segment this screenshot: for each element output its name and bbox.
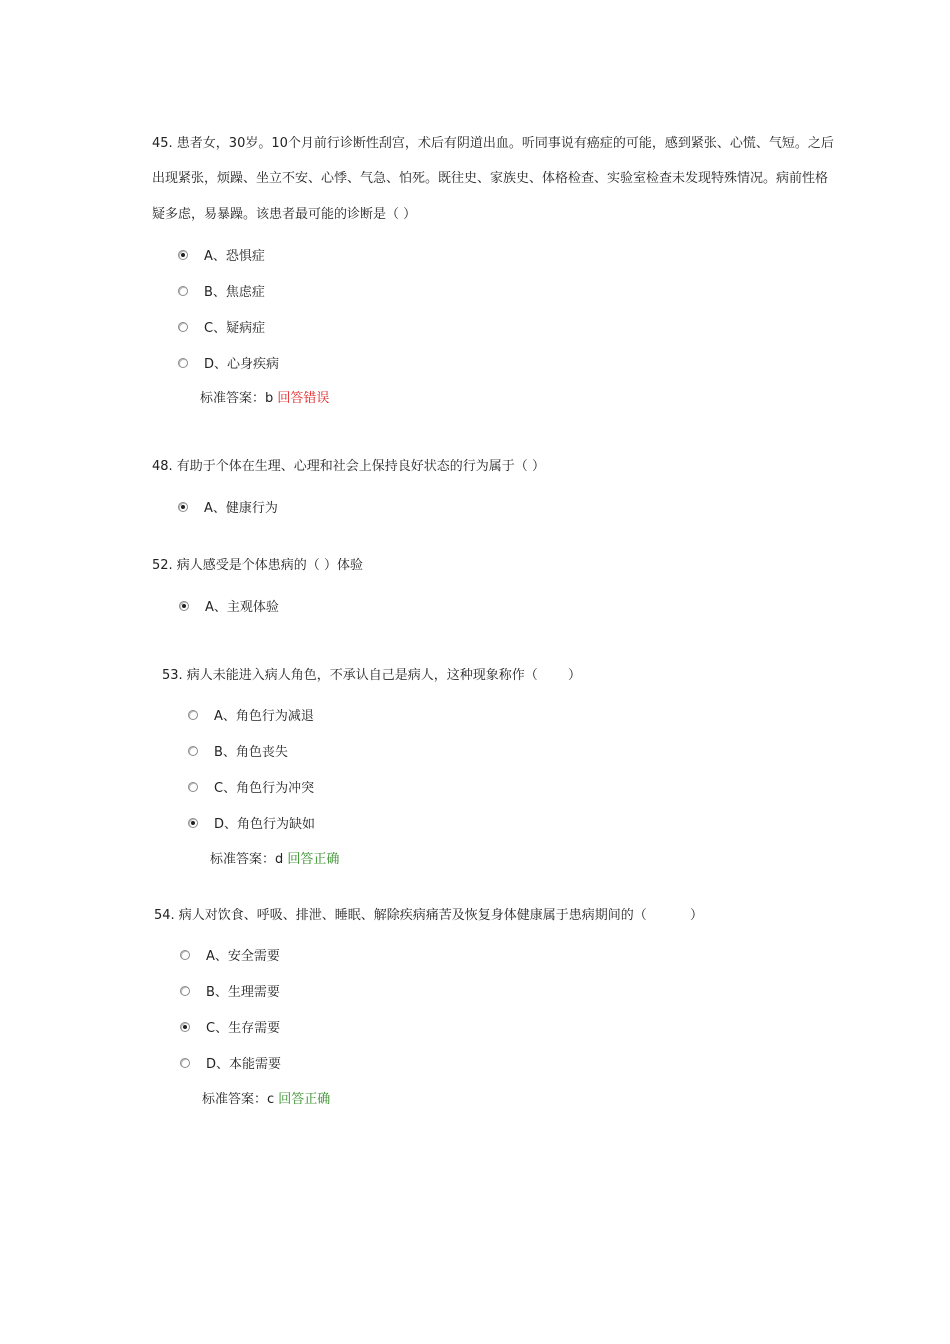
- question-stem-line: 疑多虑，易暴躁。该患者最可能的诊断是（ ）: [152, 207, 417, 222]
- radio-button[interactable]: [188, 746, 198, 756]
- radio-button[interactable]: [178, 286, 188, 296]
- option-label: C、疑病症: [204, 321, 266, 336]
- question-stem-line: 出现紧张，烦躁、坐立不安、心悸、气急、怕死。既往史、家族史、体格检查、实验室检查未发现特殊情况。病前性格: [152, 171, 829, 186]
- radio-button[interactable]: [180, 950, 190, 960]
- option-label: D、角色行为缺如: [214, 817, 316, 832]
- option-label: B、角色丧失: [214, 745, 288, 760]
- radio-button[interactable]: [178, 322, 188, 332]
- option-label: A、角色行为减退: [214, 709, 314, 724]
- option-label: C、角色行为冲突: [214, 781, 315, 796]
- radio-button[interactable]: [178, 250, 188, 260]
- standard-answer: [200, 390, 329, 408]
- option-label: D、心身疾病: [204, 357, 280, 372]
- option-label: B、生理需要: [206, 985, 280, 1000]
- result-correct: 回答正确: [278, 1092, 331, 1107]
- option-label: A、恐惧症: [204, 249, 265, 264]
- question-stem-line: 45. 患者女，30岁。10个月前行诊断性刮宫，术后有阴道出血。听同事说有癌症的可能，感到紧张、心慌、气短。之后: [152, 136, 834, 151]
- radio-button[interactable]: [180, 986, 190, 996]
- question-stem-line: 54. 病人对饮食、呼吸、排泄、睡眠、解除疾病痛苦及恢复身体健康属于患病期间的（ ）: [154, 908, 703, 923]
- question-stem-line: 52. 病人感受是个体患病的（ ）体验: [152, 558, 363, 573]
- question-stem-line: 53. 病人未能进入病人角色，不承认自己是病人，这种现象称作（ ）: [162, 668, 581, 683]
- radio-button[interactable]: [178, 502, 188, 512]
- radio-button[interactable]: [188, 710, 198, 720]
- option-label: B、焦虑症: [204, 285, 265, 300]
- option-label: A、健康行为: [204, 501, 278, 516]
- option-label: C、生存需要: [206, 1021, 281, 1036]
- option-label: A、安全需要: [206, 949, 280, 964]
- radio-button[interactable]: [180, 1022, 190, 1032]
- standard-answer: [210, 851, 339, 869]
- option-label: D、本能需要: [206, 1057, 282, 1072]
- standard-answer: [202, 1091, 330, 1109]
- radio-button[interactable]: [188, 782, 198, 792]
- option-label: A、主观体验: [205, 600, 279, 615]
- answer-key: 标准答案：b: [200, 391, 274, 406]
- result-wrong: 回答错误: [277, 391, 330, 406]
- answer-key: 标准答案：d: [210, 852, 284, 867]
- radio-button[interactable]: [178, 358, 188, 368]
- result-correct: 回答正确: [287, 852, 340, 867]
- radio-button[interactable]: [180, 1058, 190, 1068]
- radio-button[interactable]: [179, 601, 189, 611]
- answer-key: 标准答案：c: [202, 1092, 275, 1107]
- question-stem-line: 48. 有助于个体在生理、心理和社会上保持良好状态的行为属于（ ）: [152, 459, 545, 474]
- radio-button[interactable]: [188, 818, 198, 828]
